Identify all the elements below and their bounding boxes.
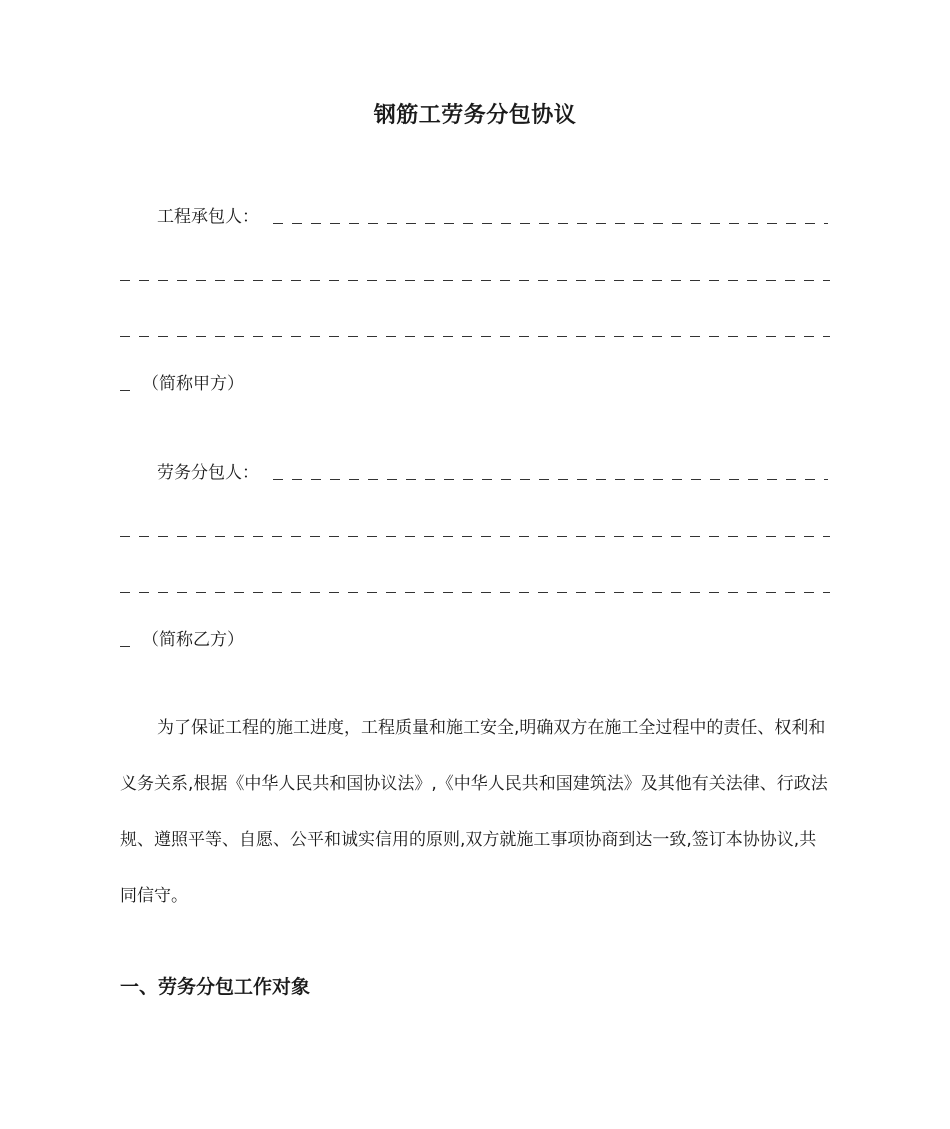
- subcontractor-line-1: [120, 461, 867, 485]
- contractor-line-3: [120, 318, 830, 342]
- section-heading: 一、劳务分包工作对象: [120, 976, 311, 998]
- subcontractor-suffix: （简称乙方）: [142, 630, 244, 650]
- contractor-blank: [273, 205, 828, 229]
- document-title: 钢筋工劳务分包协议: [373, 103, 577, 128]
- contractor-line-2: [120, 262, 830, 286]
- subcontractor-label: 劳务分包人：: [157, 463, 259, 483]
- contractor-label: 工程承包人：: [157, 207, 259, 227]
- contractor-blank: [120, 262, 830, 286]
- subcontractor-line-2: [120, 518, 830, 542]
- subcontractor-line-3: [120, 574, 830, 598]
- contractor-blank: [120, 318, 830, 342]
- subcontractor-blank-end: [120, 628, 132, 652]
- contractor-blank-end: [120, 372, 132, 396]
- subcontractor-blank: [273, 461, 828, 485]
- intro-paragraph: 为了保证工程的施工进度，工程质量和施工安全,明确双方在施工全过程中的责任、权利和义务关系,根据《中华人民共和国协议法》,《中华人民共和国建筑法》及其他有关法律、行政法规、遵照平等、自愿、公平和诚实信用的原则,双方就施工事项协商到达一致,签订本协协议,共同信守。: [120, 718, 828, 906]
- subcontractor-line-4: [120, 628, 830, 652]
- contractor-line-1: [120, 205, 867, 229]
- subcontractor-blank: [120, 518, 830, 542]
- contractor-line-4: [120, 372, 830, 396]
- subcontractor-blank: [120, 574, 830, 598]
- contractor-suffix: （简称甲方）: [142, 374, 244, 394]
